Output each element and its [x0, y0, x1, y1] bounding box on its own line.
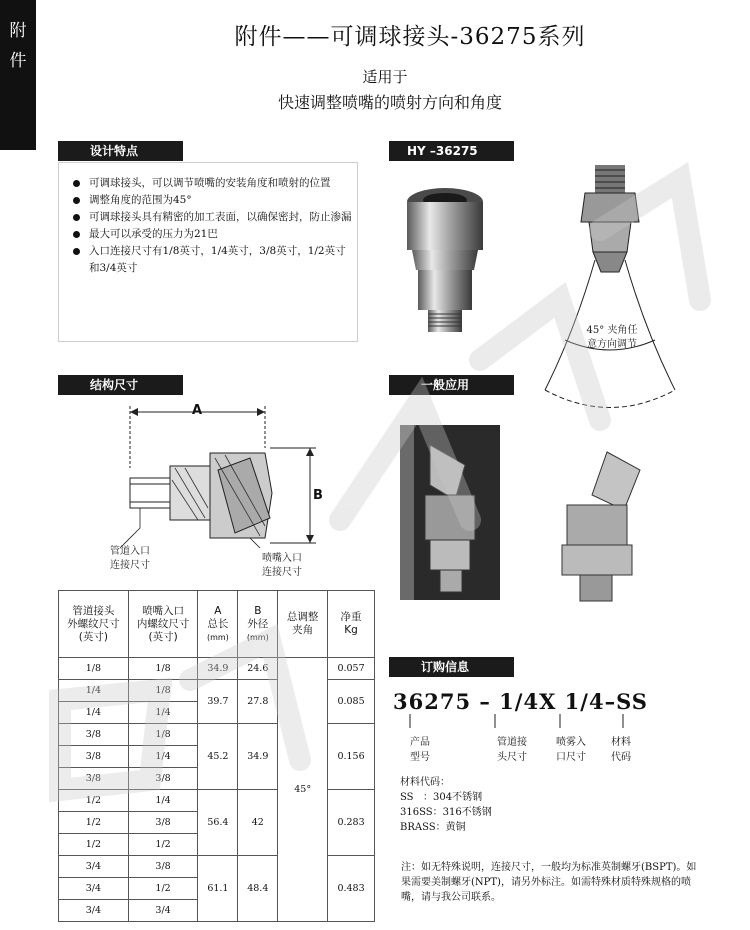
- spray-cone-sketch: [535, 160, 685, 415]
- nozzle-inlet-label: [262, 552, 302, 580]
- structure-heading-bar: [58, 375, 183, 395]
- nozzle-size-cell: 1/2: [128, 878, 198, 900]
- header-text: B: [254, 604, 262, 617]
- side-tab-char-2: 件: [9, 51, 27, 71]
- material-code-item: BRASS：黄铜: [400, 822, 466, 833]
- angle-cell: 45°: [278, 658, 328, 922]
- application-heading-bar: [389, 375, 514, 395]
- pipe-size-cell: 3/8: [59, 746, 129, 768]
- order-heading-bar: [389, 657, 514, 677]
- pipe-size-cell: 1/4: [59, 702, 129, 724]
- pipe-inlet-line-1: 管道入口: [110, 546, 150, 557]
- weight-cell: 0.483: [328, 856, 375, 922]
- pipe-size-cell: 1/2: [59, 834, 129, 856]
- pipe-size-cell: 1/8: [59, 658, 129, 680]
- order-label-text: 管道接: [497, 737, 527, 748]
- header-text: 内螺纹尺寸: [136, 617, 190, 630]
- model-heading: HY –36275: [407, 144, 478, 158]
- material-code-item: SS ：304不锈钢: [400, 792, 483, 803]
- pipe-size-cell: 1/2: [59, 812, 129, 834]
- material-codes: [400, 775, 492, 835]
- angle-note-line-2: 意方向调节: [587, 339, 637, 350]
- design-heading: 设计特点: [90, 144, 139, 158]
- order-label-text: 口尺寸: [556, 752, 586, 763]
- application-photo-2: [552, 450, 652, 610]
- order-label-text: 型号: [410, 752, 430, 763]
- header-text: 总调整: [286, 611, 319, 623]
- nozzle-inlet-line-1: 喷嘴入口: [262, 553, 302, 564]
- order-label-text: 产品: [410, 737, 430, 748]
- side-tab: [0, 0, 36, 150]
- structure-diagram: [100, 398, 330, 558]
- length-cell: 61.1: [198, 856, 238, 922]
- header-unit: (mm): [206, 632, 229, 642]
- pipe-size-cell: 3/8: [59, 724, 129, 746]
- table-row: [59, 856, 375, 878]
- weight-cell: 0.057: [328, 658, 375, 680]
- table-row: [59, 724, 375, 746]
- structure-heading: 结构尺寸: [90, 378, 139, 392]
- nozzle-size-cell: 3/4: [128, 900, 198, 922]
- feature-item: 入口连接尺寸有1/8英寸，1/4英寸，3/8英寸，1/2英寸和3/4英寸: [67, 243, 353, 277]
- pipe-inlet-label: [110, 545, 150, 573]
- order-label-text: 喷雾入: [556, 737, 586, 748]
- header-text: 喷嘴入口: [142, 604, 185, 617]
- dimension-b-label: B: [313, 488, 323, 503]
- weight-cell: 0.085: [328, 680, 375, 724]
- length-cell: 39.7: [198, 680, 238, 724]
- application-heading: 一般应用: [421, 378, 470, 392]
- nozzle-size-cell: 3/8: [128, 768, 198, 790]
- feature-item: 可调球接头，可以调节喷嘴的安装角度和喷射的位置: [67, 175, 353, 192]
- col-header-nozzle: [128, 591, 198, 658]
- nozzle-inlet-line-2: 连接尺寸: [262, 567, 302, 578]
- pipe-size-cell: 3/4: [59, 878, 129, 900]
- order-label-nozzle: [556, 735, 586, 765]
- table-header-row: [59, 591, 375, 658]
- nozzle-size-cell: 1/8: [128, 724, 198, 746]
- table-row: [59, 680, 375, 702]
- feature-item: 最大可以承受的压力为21巴: [67, 226, 353, 243]
- header-text: (英寸): [148, 630, 178, 643]
- order-label-pipe: [497, 735, 527, 765]
- header-text: Kg: [344, 624, 358, 636]
- pipe-size-cell: 1/2: [59, 790, 129, 812]
- product-photo: [390, 172, 500, 342]
- page-subtitle-1: 适用于: [362, 68, 408, 86]
- header-unit: (mm): [246, 632, 269, 642]
- order-label-model: [410, 735, 430, 765]
- col-header-pipe: [59, 591, 129, 658]
- header-text: 管道接头: [72, 604, 115, 617]
- nozzle-size-cell: 1/8: [128, 658, 198, 680]
- nozzle-size-cell: 3/8: [128, 812, 198, 834]
- nozzle-size-cell: 1/4: [128, 702, 198, 724]
- material-code-item: 316SS：316不锈钢: [400, 807, 492, 818]
- feature-item: 可调球接头具有精密的加工表面，以确保密封，防止渗漏: [67, 209, 353, 226]
- header-text: 外径: [247, 617, 269, 630]
- design-heading-bar: [58, 141, 183, 161]
- col-header-angle: [278, 591, 328, 658]
- order-heading: 订购信息: [421, 660, 470, 674]
- nozzle-size-cell: 1/4: [128, 746, 198, 768]
- application-photo-1: [400, 425, 500, 600]
- length-cell: 34.9: [198, 658, 238, 680]
- header-text: 外螺纹尺寸: [67, 617, 120, 630]
- col-header-weight: [328, 591, 375, 658]
- weight-cell: 0.156: [328, 724, 375, 790]
- length-cell: 56.4: [198, 790, 238, 856]
- pipe-size-cell: 3/8: [59, 768, 129, 790]
- order-label-text: 材料: [611, 737, 631, 748]
- diameter-cell: 24.6: [238, 658, 278, 680]
- nozzle-size-cell: 3/8: [128, 856, 198, 878]
- table-row: [59, 790, 375, 812]
- pipe-size-cell: 1/4: [59, 680, 129, 702]
- weight-cell: 0.283: [328, 790, 375, 856]
- pipe-size-cell: 3/4: [59, 856, 129, 878]
- material-codes-title: 材料代码：: [400, 777, 450, 788]
- nozzle-size-cell: 1/2: [128, 834, 198, 856]
- table-row: [59, 658, 375, 680]
- side-tab-char-1: 附: [9, 21, 27, 41]
- ordering-note: 注：如无特殊说明，连接尺寸，一般均为标准英制螺牙(BSPT)。如果需要美制螺牙(NPT)，请另外标注。如需特殊材质特殊规格的喷嘴，请与我公司联系。: [401, 862, 697, 903]
- col-header-length: [198, 591, 238, 658]
- header-text: (英寸): [78, 630, 108, 643]
- diameter-cell: 48.4: [238, 856, 278, 922]
- model-heading-bar: [389, 141, 514, 161]
- header-text: 净重: [340, 611, 362, 623]
- order-label-text: 头尺寸: [497, 752, 527, 763]
- nozzle-size-cell: 1/8: [128, 680, 198, 702]
- header-text: 夹角: [292, 624, 314, 636]
- diameter-cell: 42: [238, 790, 278, 856]
- design-feature-box: [58, 162, 358, 342]
- pipe-size-cell: 3/4: [59, 900, 129, 922]
- angle-note: [572, 324, 652, 352]
- angle-note-line-1: 45° 夹角任: [586, 325, 638, 336]
- diameter-cell: 34.9: [238, 724, 278, 790]
- order-label-text: 代码: [611, 752, 631, 763]
- nozzle-size-cell: 1/4: [128, 790, 198, 812]
- order-label-material: [611, 735, 631, 765]
- length-cell: 45.2: [198, 724, 238, 790]
- header-text: A: [214, 604, 222, 617]
- dimension-a-label: A: [192, 403, 203, 418]
- col-header-diameter: [238, 591, 278, 658]
- order-code: 36275 – 1/4X 1/4–SS: [393, 689, 648, 714]
- spec-table: [58, 590, 375, 922]
- header-text: 总长: [207, 617, 229, 630]
- page-subtitle-2: 快速调整喷嘴的喷射方向和角度: [277, 93, 502, 112]
- pipe-inlet-line-2: 连接尺寸: [110, 560, 150, 571]
- diameter-cell: 27.8: [238, 680, 278, 724]
- page-title: 附件——可调球接头-36275系列: [234, 24, 586, 50]
- feature-item: 调整角度的范围为45°: [67, 192, 353, 209]
